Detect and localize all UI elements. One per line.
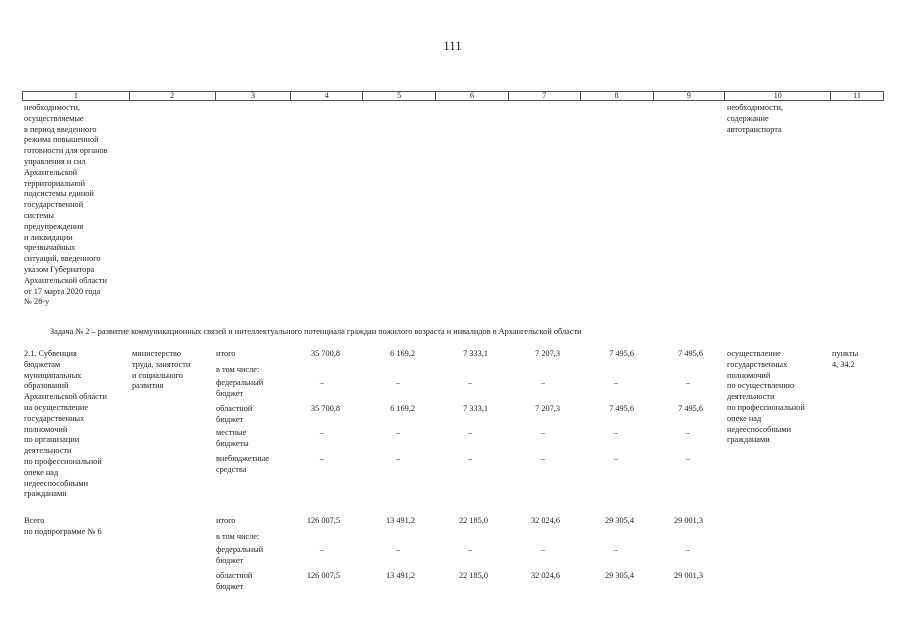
header-col-10: 10 (725, 92, 831, 100)
value-cell: 7 495,6 (609, 404, 634, 413)
header-col-11: 11 (853, 91, 861, 100)
value-cell: – (319, 428, 325, 437)
value-cell: – (467, 428, 473, 437)
value-cell: 32 024,6 (530, 571, 560, 580)
value-cell: – (685, 428, 691, 437)
source-in-that-number: в том числе: (216, 532, 260, 541)
expected-result: осуществление государственных полномочий по осуществлению деятельности по профессиональной опеке над недееспособными гражданами (727, 349, 805, 445)
source-federal: федеральный бюджет (216, 378, 264, 398)
value-cell: – (540, 428, 546, 437)
value-cell: – (540, 454, 546, 463)
value-cell: 35 700,8 (310, 404, 340, 413)
value-cell: 29 001,3 (673, 571, 703, 580)
value-cell: – (613, 428, 619, 437)
header-col-7: 7 (509, 92, 581, 100)
value-cell: 126 007,5 (306, 516, 340, 525)
value-cell: 7 333,1 (463, 349, 488, 358)
source-regional: областной бюджет (216, 571, 253, 591)
value-cell: 7 495,6 (678, 349, 703, 358)
value-cell: 22 185,0 (458, 516, 488, 525)
value-cell: – (540, 545, 546, 554)
header-col-2: 2 (130, 92, 216, 100)
related-items: пункты 4, 34.2 (832, 349, 859, 369)
header-col-5: 5 (363, 92, 436, 100)
continued-result-text: необходимости, содержание автотранспорта (727, 103, 784, 134)
value-cell: – (319, 454, 325, 463)
value-cell: 13 491,2 (385, 516, 415, 525)
value-cell: – (395, 378, 401, 387)
value-cell: 6 169,2 (390, 349, 415, 358)
column-number-header (22, 91, 884, 101)
value-cell: 7 495,6 (678, 404, 703, 413)
value-cell: 13 491,2 (385, 571, 415, 580)
value-cell: 35 700,8 (310, 349, 340, 358)
value-cell: – (540, 378, 546, 387)
value-cell: – (685, 545, 691, 554)
value-cell: 6 169,2 (390, 404, 415, 413)
value-cell: – (319, 545, 325, 554)
value-cell: – (319, 378, 325, 387)
header-col-3: 3 (216, 92, 292, 100)
source-federal: федеральный бюджет (216, 545, 264, 565)
value-cell: 32 024,6 (530, 516, 560, 525)
value-cell: – (613, 545, 619, 554)
source-in-that-number: в том числе: (216, 365, 260, 374)
activity-name: 2.1. Субвенция бюджетам муниципальных образований Архангельской области на осуществление государственных полномочий по организации деятельности по профессиональной опеке над недееспособными гражданами (24, 349, 107, 499)
continued-activity-text: необходимости, осуществляемые в период введенного режима повышенной готовности для органов управления и сил Архангельской территориальной подсистемы единой государственной системы предупреждения и ликвидации чрезвычайных ситуаций, введенного указом Губернатора Архангельской области от 17 марта 2020 года № 28-у (24, 103, 108, 307)
header-col-6: 6 (436, 92, 509, 100)
source-local: местные бюджеты (216, 428, 249, 448)
task-heading: Задача № 2 – развитие коммуникационных связей и интеллектуального потенциала граждан пожилого возраста и инвалидов в Архангельской области (50, 327, 582, 336)
value-cell: – (395, 454, 401, 463)
total-label: Всего по подпрограмме № 6 (24, 516, 102, 536)
value-cell: – (467, 545, 473, 554)
value-cell: 29 305,4 (604, 571, 634, 580)
value-cell: – (613, 378, 619, 387)
source-extrabudgetary: внебюджетные средства (216, 454, 269, 474)
value-cell: 7 207,3 (535, 404, 560, 413)
source-itogo: итого (216, 516, 236, 525)
header-col-1: 1 (23, 92, 130, 100)
value-cell: 7 333,1 (463, 404, 488, 413)
source-regional: областной бюджет (216, 404, 253, 424)
value-cell: – (467, 378, 473, 387)
value-cell: 7 207,3 (535, 349, 560, 358)
value-cell: 7 495,6 (609, 349, 634, 358)
value-cell: – (685, 378, 691, 387)
value-cell: – (613, 454, 619, 463)
value-cell: 29 305,4 (604, 516, 634, 525)
value-cell: – (685, 454, 691, 463)
page-number: 111 (443, 38, 462, 53)
executor: министерство труда, занятости и социального развития (132, 349, 191, 391)
value-cell: – (395, 545, 401, 554)
source-itogo: итого (216, 349, 236, 358)
header-col-4: 4 (291, 92, 363, 100)
value-cell: 29 001,3 (673, 516, 703, 525)
header-col-9: 9 (654, 92, 726, 100)
value-cell: 22 185,0 (458, 571, 488, 580)
value-cell: 126 007,5 (306, 571, 340, 580)
header-col-8: 8 (581, 92, 654, 100)
value-cell: – (395, 428, 401, 437)
value-cell: – (467, 454, 473, 463)
